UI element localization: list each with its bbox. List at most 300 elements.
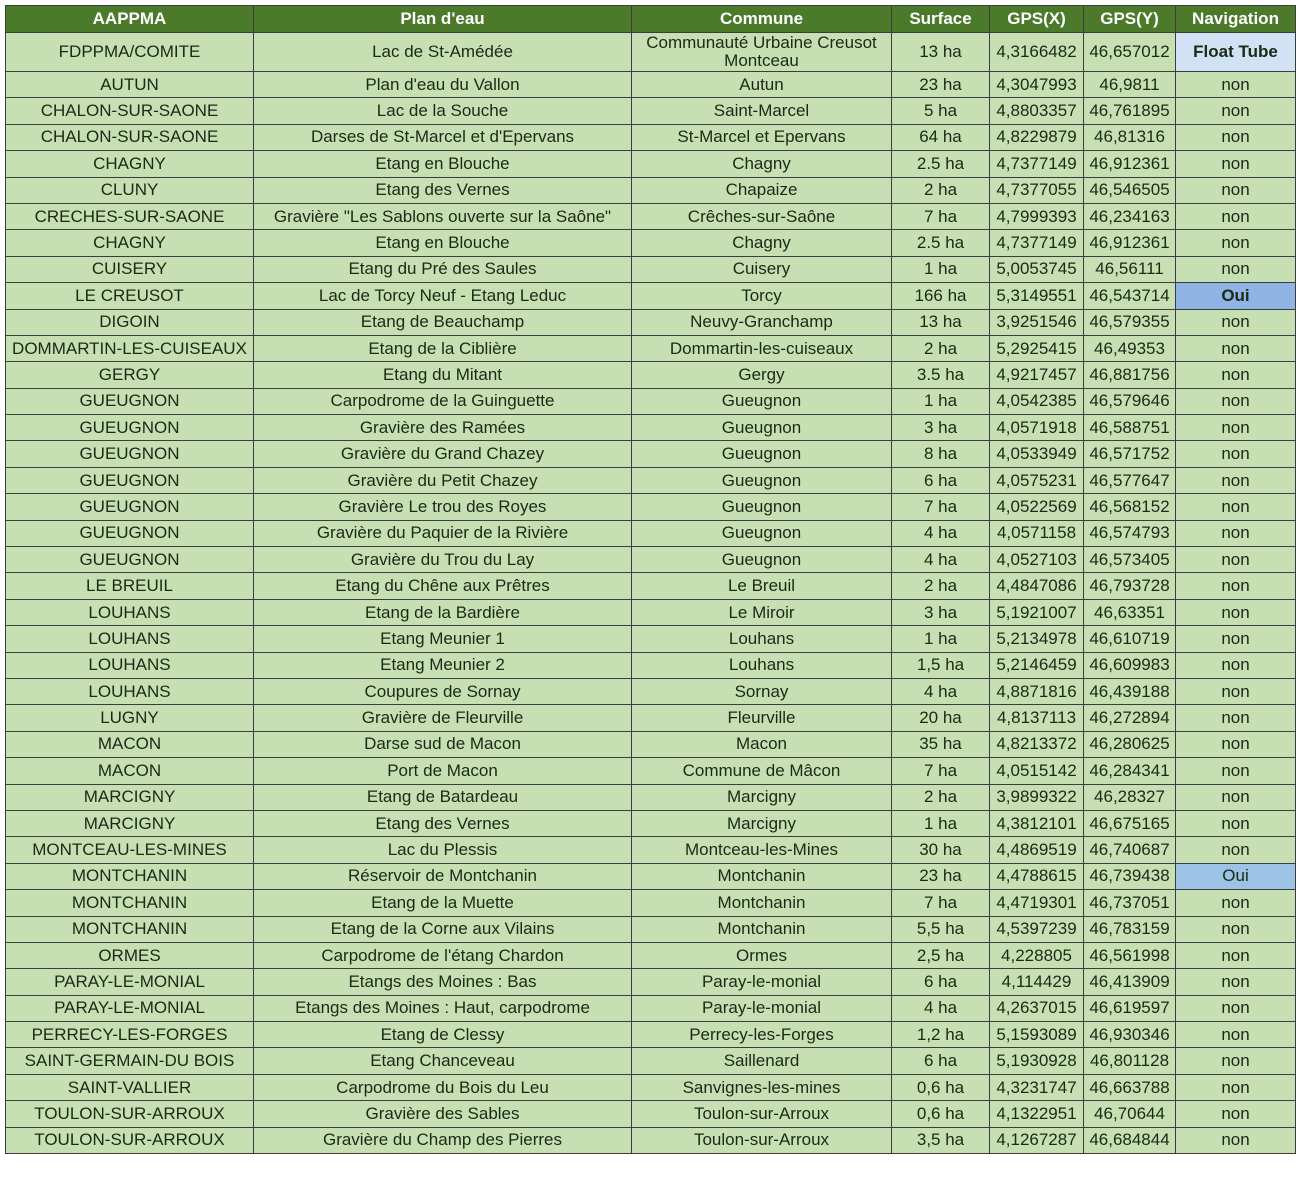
- cell-gps-x: 5,1921007: [990, 599, 1084, 625]
- cell-commune: Neuvy-Granchamp: [632, 309, 892, 335]
- cell-gps-x: 4,0571918: [990, 415, 1084, 441]
- cell-gps-y: 46,912361: [1084, 151, 1176, 177]
- cell-plan-deau: Etangs des Moines : Bas: [254, 969, 632, 995]
- header-row: [6, 6, 1296, 33]
- cell-commune: Autun: [632, 72, 892, 98]
- cell-plan-deau: Gravière de Fleurville: [254, 705, 632, 731]
- table-row: [6, 467, 1296, 493]
- cell-commune: Montchanin: [632, 916, 892, 942]
- cell-commune: Montchanin: [632, 890, 892, 916]
- cell-gps-x: 4,8137113: [990, 705, 1084, 731]
- cell-aappma: PARAY-LE-MONIAL: [6, 969, 254, 995]
- cell-aappma: DIGOIN: [6, 309, 254, 335]
- cell-navigation: non: [1176, 1127, 1296, 1153]
- cell-navigation: non: [1176, 810, 1296, 836]
- table-row: [6, 573, 1296, 599]
- cell-commune: Toulon-sur-Arroux: [632, 1127, 892, 1153]
- cell-gps-y: 46,675165: [1084, 810, 1176, 836]
- cell-gps-x: 4,1267287: [990, 1127, 1084, 1153]
- cell-surface: 2 ha: [892, 335, 990, 361]
- cell-navigation: non: [1176, 72, 1296, 98]
- cell-plan-deau: Etang de Clessy: [254, 1022, 632, 1048]
- cell-surface: 23 ha: [892, 72, 990, 98]
- cell-surface: 1,2 ha: [892, 1022, 990, 1048]
- table-row: [6, 626, 1296, 652]
- table-row: [6, 916, 1296, 942]
- table-row: [6, 441, 1296, 467]
- cell-plan-deau: Port de Macon: [254, 758, 632, 784]
- cell-plan-deau: Darse sud de Macon: [254, 731, 632, 757]
- cell-plan-deau: Etang du Chêne aux Prêtres: [254, 573, 632, 599]
- cell-gps-x: 4,0571158: [990, 520, 1084, 546]
- cell-surface: 0,6 ha: [892, 1074, 990, 1100]
- cell-navigation: non: [1176, 837, 1296, 863]
- cell-gps-x: 5,2925415: [990, 335, 1084, 361]
- cell-navigation: non: [1176, 995, 1296, 1021]
- cell-gps-y: 46,439188: [1084, 678, 1176, 704]
- table-row: [6, 1127, 1296, 1153]
- cell-commune: Gueugnon: [632, 547, 892, 573]
- cell-navigation: non: [1176, 1022, 1296, 1048]
- cell-aappma: CLUNY: [6, 177, 254, 203]
- cell-aappma: GERGY: [6, 362, 254, 388]
- table-row: [6, 784, 1296, 810]
- cell-commune: Communauté Urbaine Creusot Montceau: [632, 33, 892, 72]
- cell-surface: 2.5 ha: [892, 151, 990, 177]
- cell-commune: Cuisery: [632, 256, 892, 282]
- cell-plan-deau: Etang Meunier 1: [254, 626, 632, 652]
- cell-navigation: non: [1176, 335, 1296, 361]
- cell-commune: Crêches-sur-Saône: [632, 203, 892, 229]
- cell-plan-deau: Etang Meunier 2: [254, 652, 632, 678]
- cell-plan-deau: Gravière du Grand Chazey: [254, 441, 632, 467]
- cell-commune: Marcigny: [632, 784, 892, 810]
- cell-commune: Sanvignes-les-mines: [632, 1074, 892, 1100]
- cell-aappma: LOUHANS: [6, 678, 254, 704]
- cell-gps-y: 46,930346: [1084, 1022, 1176, 1048]
- cell-surface: 7 ha: [892, 758, 990, 784]
- cell-plan-deau: Etang en Blouche: [254, 230, 632, 256]
- cell-navigation: non: [1176, 547, 1296, 573]
- cell-aappma: LOUHANS: [6, 652, 254, 678]
- cell-gps-y: 46,663788: [1084, 1074, 1176, 1100]
- cell-gps-y: 46,571752: [1084, 441, 1176, 467]
- cell-gps-y: 46,657012: [1084, 33, 1176, 72]
- cell-gps-x: 4,5397239: [990, 916, 1084, 942]
- cell-gps-x: 4,0522569: [990, 494, 1084, 520]
- cell-gps-x: 4,2637015: [990, 995, 1084, 1021]
- cell-surface: 166 ha: [892, 283, 990, 309]
- cell-commune: Louhans: [632, 652, 892, 678]
- table-row: [6, 230, 1296, 256]
- cell-surface: 0,6 ha: [892, 1101, 990, 1127]
- cell-gps-y: 46,574793: [1084, 520, 1176, 546]
- table-row: [6, 72, 1296, 98]
- cell-navigation: non: [1176, 230, 1296, 256]
- cell-gps-x: 3,9899322: [990, 784, 1084, 810]
- cell-surface: 3.5 ha: [892, 362, 990, 388]
- cell-surface: 3 ha: [892, 415, 990, 441]
- cell-gps-y: 46,56111: [1084, 256, 1176, 282]
- lakes-table: [5, 5, 1296, 1154]
- cell-gps-x: 4,9217457: [990, 362, 1084, 388]
- cell-commune: Chapaize: [632, 177, 892, 203]
- table-row: [6, 124, 1296, 150]
- cell-gps-y: 46,70644: [1084, 1101, 1176, 1127]
- cell-plan-deau: Etang de Beauchamp: [254, 309, 632, 335]
- cell-plan-deau: Gravière des Sables: [254, 1101, 632, 1127]
- cell-plan-deau: Etang des Vernes: [254, 810, 632, 836]
- cell-aappma: ORMES: [6, 942, 254, 968]
- cell-gps-x: 4,8229879: [990, 124, 1084, 150]
- cell-aappma: MONTCHANIN: [6, 916, 254, 942]
- cell-gps-x: 3,9251546: [990, 309, 1084, 335]
- cell-gps-x: 4,7377149: [990, 151, 1084, 177]
- cell-surface: 3 ha: [892, 599, 990, 625]
- cell-aappma: GUEUGNON: [6, 520, 254, 546]
- cell-navigation: non: [1176, 942, 1296, 968]
- cell-commune: Chagny: [632, 230, 892, 256]
- table-row: [6, 1074, 1296, 1100]
- cell-aappma: SAINT-GERMAIN-DU BOIS: [6, 1048, 254, 1074]
- cell-gps-x: 5,1930928: [990, 1048, 1084, 1074]
- cell-plan-deau: Plan d'eau du Vallon: [254, 72, 632, 98]
- cell-gps-x: 4,1322951: [990, 1101, 1084, 1127]
- header-commune: Commune: [632, 6, 892, 33]
- cell-navigation: non: [1176, 1101, 1296, 1127]
- cell-commune: Gueugnon: [632, 388, 892, 414]
- cell-gps-x: 4,7377055: [990, 177, 1084, 203]
- cell-surface: 4 ha: [892, 547, 990, 573]
- cell-commune: Gueugnon: [632, 441, 892, 467]
- cell-plan-deau: Etang de Batardeau: [254, 784, 632, 810]
- cell-aappma: CHAGNY: [6, 151, 254, 177]
- cell-gps-x: 4,0527103: [990, 547, 1084, 573]
- cell-aappma: MARCIGNY: [6, 784, 254, 810]
- cell-aappma: GUEUGNON: [6, 467, 254, 493]
- cell-aappma: LE BREUIL: [6, 573, 254, 599]
- cell-gps-y: 46,568152: [1084, 494, 1176, 520]
- cell-surface: 1,5 ha: [892, 652, 990, 678]
- cell-aappma: GUEUGNON: [6, 441, 254, 467]
- cell-plan-deau: Carpodrome de l'étang Chardon: [254, 942, 632, 968]
- cell-plan-deau: Etang de la Muette: [254, 890, 632, 916]
- cell-aappma: GUEUGNON: [6, 494, 254, 520]
- cell-plan-deau: Etang du Mitant: [254, 362, 632, 388]
- cell-surface: 2 ha: [892, 573, 990, 599]
- cell-gps-y: 46,801128: [1084, 1048, 1176, 1074]
- cell-navigation: non: [1176, 309, 1296, 335]
- cell-navigation: non: [1176, 520, 1296, 546]
- cell-gps-y: 46,619597: [1084, 995, 1176, 1021]
- cell-gps-x: 4,8213372: [990, 731, 1084, 757]
- cell-gps-y: 46,280625: [1084, 731, 1176, 757]
- cell-gps-y: 46,28327: [1084, 784, 1176, 810]
- cell-gps-y: 46,739438: [1084, 863, 1176, 889]
- cell-plan-deau: Lac de Torcy Neuf - Etang Leduc: [254, 283, 632, 309]
- table-row: [6, 837, 1296, 863]
- cell-surface: 20 ha: [892, 705, 990, 731]
- cell-plan-deau: Lac du Plessis: [254, 837, 632, 863]
- cell-plan-deau: Carpodrome du Bois du Leu: [254, 1074, 632, 1100]
- cell-aappma: LE CREUSOT: [6, 283, 254, 309]
- cell-plan-deau: Gravière du Champ des Pierres: [254, 1127, 632, 1153]
- table-row: [6, 758, 1296, 784]
- cell-surface: 4 ha: [892, 520, 990, 546]
- cell-commune: Torcy: [632, 283, 892, 309]
- cell-commune: Montchanin: [632, 863, 892, 889]
- cell-aappma: LOUHANS: [6, 599, 254, 625]
- cell-commune: Fleurville: [632, 705, 892, 731]
- cell-gps-x: 4,4869519: [990, 837, 1084, 863]
- cell-gps-y: 46,284341: [1084, 758, 1176, 784]
- cell-gps-y: 46,543714: [1084, 283, 1176, 309]
- cell-surface: 5 ha: [892, 98, 990, 124]
- cell-plan-deau: Etang de la Ciblière: [254, 335, 632, 361]
- cell-plan-deau: Carpodrome de la Guinguette: [254, 388, 632, 414]
- cell-navigation: non: [1176, 441, 1296, 467]
- cell-plan-deau: Etangs des Moines : Haut, carpodrome: [254, 995, 632, 1021]
- cell-gps-x: 4,4719301: [990, 890, 1084, 916]
- cell-plan-deau: Gravière du Trou du Lay: [254, 547, 632, 573]
- cell-commune: Dommartin-les-cuiseaux: [632, 335, 892, 361]
- cell-plan-deau: Gravière des Ramées: [254, 415, 632, 441]
- cell-surface: 8 ha: [892, 441, 990, 467]
- cell-navigation: non: [1176, 599, 1296, 625]
- cell-aappma: MACON: [6, 758, 254, 784]
- cell-commune: St-Marcel et Epervans: [632, 124, 892, 150]
- cell-surface: 30 ha: [892, 837, 990, 863]
- cell-gps-y: 46,272894: [1084, 705, 1176, 731]
- cell-navigation: non: [1176, 151, 1296, 177]
- cell-commune: Montceau-les-Mines: [632, 837, 892, 863]
- cell-surface: 2 ha: [892, 784, 990, 810]
- cell-surface: 6 ha: [892, 969, 990, 995]
- cell-commune: Le Breuil: [632, 573, 892, 599]
- cell-navigation: non: [1176, 98, 1296, 124]
- cell-aappma: TOULON-SUR-ARROUX: [6, 1101, 254, 1127]
- table-row: [6, 942, 1296, 968]
- table-row: [6, 98, 1296, 124]
- cell-surface: 7 ha: [892, 890, 990, 916]
- table-row: [6, 283, 1296, 309]
- table-row: [6, 494, 1296, 520]
- cell-aappma: CUISERY: [6, 256, 254, 282]
- cell-gps-y: 46,737051: [1084, 890, 1176, 916]
- cell-gps-y: 46,912361: [1084, 230, 1176, 256]
- cell-aappma: CHAGNY: [6, 230, 254, 256]
- cell-navigation: non: [1176, 678, 1296, 704]
- cell-commune: Commune de Mâcon: [632, 758, 892, 784]
- cell-gps-y: 46,740687: [1084, 837, 1176, 863]
- cell-surface: 4 ha: [892, 995, 990, 1021]
- cell-plan-deau: Gravière du Paquier de la Rivière: [254, 520, 632, 546]
- cell-gps-y: 46,684844: [1084, 1127, 1176, 1153]
- cell-plan-deau: Etang en Blouche: [254, 151, 632, 177]
- cell-plan-deau: Etang du Pré des Saules: [254, 256, 632, 282]
- cell-plan-deau: Coupures de Sornay: [254, 678, 632, 704]
- cell-plan-deau: Etang des Vernes: [254, 177, 632, 203]
- table-row: [6, 335, 1296, 361]
- table-row: [6, 810, 1296, 836]
- cell-commune: Gueugnon: [632, 520, 892, 546]
- table-row: [6, 1101, 1296, 1127]
- cell-commune: Saint-Marcel: [632, 98, 892, 124]
- cell-commune: Saillenard: [632, 1048, 892, 1074]
- table-row: [6, 151, 1296, 177]
- table-row: [6, 177, 1296, 203]
- cell-gps-y: 46,793728: [1084, 573, 1176, 599]
- cell-plan-deau: Etang Chanceveau: [254, 1048, 632, 1074]
- cell-gps-x: 4,8871816: [990, 678, 1084, 704]
- cell-commune: Ormes: [632, 942, 892, 968]
- table-row: [6, 678, 1296, 704]
- cell-navigation: non: [1176, 1074, 1296, 1100]
- cell-navigation: non: [1176, 415, 1296, 441]
- cell-navigation: non: [1176, 784, 1296, 810]
- cell-aappma: LUGNY: [6, 705, 254, 731]
- cell-aappma: CRECHES-SUR-SAONE: [6, 203, 254, 229]
- cell-gps-x: 5,1593089: [990, 1022, 1084, 1048]
- table-row: [6, 705, 1296, 731]
- table-row: [6, 309, 1296, 335]
- cell-aappma: MONTCEAU-LES-MINES: [6, 837, 254, 863]
- cell-gps-x: 4,0542385: [990, 388, 1084, 414]
- cell-navigation: non: [1176, 890, 1296, 916]
- cell-gps-x: 4,4788615: [990, 863, 1084, 889]
- cell-gps-x: 4,114429: [990, 969, 1084, 995]
- table-body: [6, 33, 1296, 1154]
- cell-aappma: MONTCHANIN: [6, 863, 254, 889]
- cell-navigation: non: [1176, 256, 1296, 282]
- cell-navigation: non: [1176, 362, 1296, 388]
- table-row: [6, 731, 1296, 757]
- cell-surface: 7 ha: [892, 203, 990, 229]
- cell-commune: Sornay: [632, 678, 892, 704]
- cell-gps-x: 5,2134978: [990, 626, 1084, 652]
- cell-navigation: Oui: [1176, 863, 1296, 889]
- cell-navigation: non: [1176, 731, 1296, 757]
- table-row: [6, 362, 1296, 388]
- table-row: [6, 1048, 1296, 1074]
- table-row: [6, 995, 1296, 1021]
- cell-aappma: CHALON-SUR-SAONE: [6, 124, 254, 150]
- cell-gps-y: 46,761895: [1084, 98, 1176, 124]
- cell-gps-x: 4,3166482: [990, 33, 1084, 72]
- cell-gps-y: 46,579646: [1084, 388, 1176, 414]
- cell-aappma: DOMMARTIN-LES-CUISEAUX: [6, 335, 254, 361]
- cell-navigation: non: [1176, 652, 1296, 678]
- cell-aappma: GUEUGNON: [6, 547, 254, 573]
- cell-gps-y: 46,577647: [1084, 467, 1176, 493]
- cell-navigation: non: [1176, 969, 1296, 995]
- cell-gps-y: 46,9811: [1084, 72, 1176, 98]
- cell-navigation: non: [1176, 916, 1296, 942]
- cell-commune: Macon: [632, 731, 892, 757]
- cell-aappma: AUTUN: [6, 72, 254, 98]
- cell-plan-deau: Etang de la Bardière: [254, 599, 632, 625]
- cell-aappma: GUEUGNON: [6, 388, 254, 414]
- cell-navigation: non: [1176, 573, 1296, 599]
- cell-aappma: SAINT-VALLIER: [6, 1074, 254, 1100]
- header-gps-y: GPS(Y): [1084, 6, 1176, 33]
- table-row: [6, 599, 1296, 625]
- cell-commune: Gueugnon: [632, 494, 892, 520]
- cell-surface: 13 ha: [892, 33, 990, 72]
- table-row: [6, 969, 1296, 995]
- cell-gps-x: 4,0575231: [990, 467, 1084, 493]
- cell-gps-y: 46,81316: [1084, 124, 1176, 150]
- cell-aappma: FDPPMA/COMITE: [6, 33, 254, 72]
- cell-navigation: non: [1176, 705, 1296, 731]
- cell-navigation: Oui: [1176, 283, 1296, 309]
- header-plan-deau: Plan d'eau: [254, 6, 632, 33]
- cell-commune: Paray-le-monial: [632, 995, 892, 1021]
- cell-gps-y: 46,63351: [1084, 599, 1176, 625]
- cell-surface: 1 ha: [892, 388, 990, 414]
- cell-plan-deau: Lac de St-Amédée: [254, 33, 632, 72]
- table-row: [6, 547, 1296, 573]
- cell-gps-x: 4,3231747: [990, 1074, 1084, 1100]
- cell-surface: 23 ha: [892, 863, 990, 889]
- cell-navigation: non: [1176, 124, 1296, 150]
- cell-gps-x: 4,0515142: [990, 758, 1084, 784]
- cell-aappma: LOUHANS: [6, 626, 254, 652]
- cell-surface: 6 ha: [892, 467, 990, 493]
- cell-navigation: non: [1176, 494, 1296, 520]
- header-navigation: Navigation: [1176, 6, 1296, 33]
- cell-commune: Perrecy-les-Forges: [632, 1022, 892, 1048]
- cell-surface: 13 ha: [892, 309, 990, 335]
- cell-gps-y: 46,561998: [1084, 942, 1176, 968]
- cell-plan-deau: Darses de St-Marcel et d'Epervans: [254, 124, 632, 150]
- cell-commune: Toulon-sur-Arroux: [632, 1101, 892, 1127]
- cell-plan-deau: Gravière du Petit Chazey: [254, 467, 632, 493]
- cell-surface: 1 ha: [892, 256, 990, 282]
- cell-commune: Gueugnon: [632, 415, 892, 441]
- cell-plan-deau: Réservoir de Montchanin: [254, 863, 632, 889]
- cell-aappma: GUEUGNON: [6, 415, 254, 441]
- cell-commune: Marcigny: [632, 810, 892, 836]
- cell-gps-x: 4,7377149: [990, 230, 1084, 256]
- cell-surface: 4 ha: [892, 678, 990, 704]
- cell-gps-y: 46,881756: [1084, 362, 1176, 388]
- cell-navigation: non: [1176, 388, 1296, 414]
- cell-aappma: CHALON-SUR-SAONE: [6, 98, 254, 124]
- cell-navigation: Float Tube: [1176, 33, 1296, 72]
- cell-plan-deau: Gravière Le trou des Royes: [254, 494, 632, 520]
- header-gps-x: GPS(X): [990, 6, 1084, 33]
- cell-surface: 1 ha: [892, 810, 990, 836]
- cell-gps-y: 46,413909: [1084, 969, 1176, 995]
- table-row: [6, 415, 1296, 441]
- cell-gps-x: 4,0533949: [990, 441, 1084, 467]
- table-header: [6, 6, 1296, 33]
- cell-gps-x: 4,4847086: [990, 573, 1084, 599]
- cell-gps-x: 4,228805: [990, 942, 1084, 968]
- cell-aappma: MONTCHANIN: [6, 890, 254, 916]
- cell-navigation: non: [1176, 1048, 1296, 1074]
- cell-surface: 35 ha: [892, 731, 990, 757]
- cell-plan-deau: Gravière "Les Sablons ouverte sur la Saône": [254, 203, 632, 229]
- cell-surface: 3,5 ha: [892, 1127, 990, 1153]
- table-row: [6, 863, 1296, 889]
- cell-surface: 1 ha: [892, 626, 990, 652]
- table-row: [6, 520, 1296, 546]
- cell-surface: 64 ha: [892, 124, 990, 150]
- table-row: [6, 33, 1296, 72]
- cell-surface: 2.5 ha: [892, 230, 990, 256]
